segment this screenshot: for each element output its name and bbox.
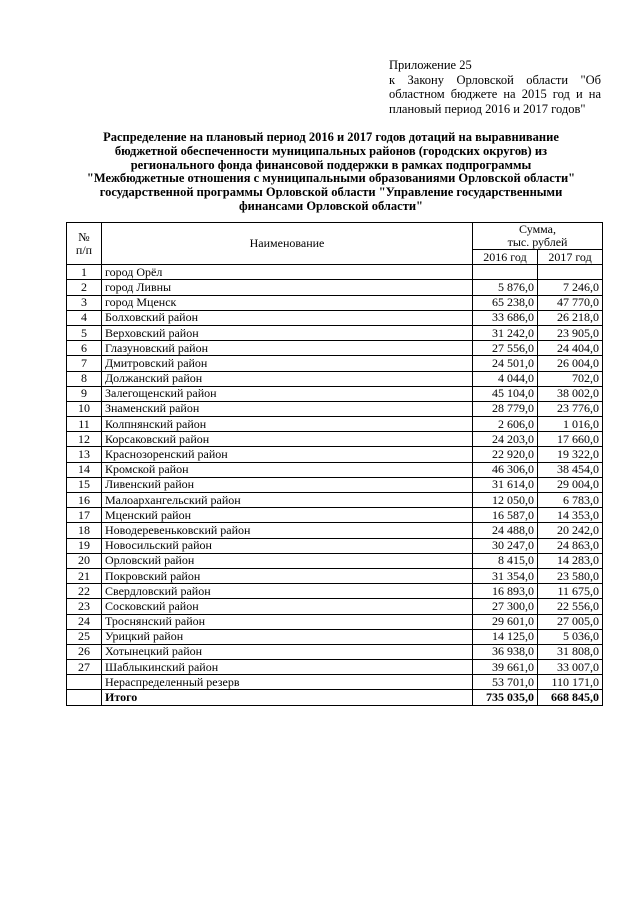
row-number-cell: 5 [67,325,102,340]
row-name-cell: Нераспределенный резерв [102,675,473,690]
title-line: финансами Орловской области" [239,198,423,213]
row-2017-cell: 26 004,0 [538,356,603,371]
table-row [67,295,603,310]
row-number-cell: 7 [67,356,102,371]
row-2017-cell: 19 322,0 [538,447,603,462]
table-row [67,629,603,644]
row-2016-cell: 45 104,0 [473,386,538,401]
row-name-cell: Итого [102,690,473,705]
row-2016-cell: 2 606,0 [473,417,538,432]
row-2017-cell: 110 171,0 [538,675,603,690]
row-2017-cell: 14 283,0 [538,553,603,568]
table-row [67,417,603,432]
row-number-cell [67,675,102,690]
row-2017-cell: 1 016,0 [538,417,603,432]
row-2016-cell: 27 556,0 [473,341,538,356]
row-number-cell: 18 [67,523,102,538]
row-2017-cell: 33 007,0 [538,660,603,675]
table-row [67,401,603,416]
row-2016-cell: 14 125,0 [473,629,538,644]
row-2016-cell: 31 242,0 [473,325,538,340]
row-2017-cell [538,265,603,280]
table-row [67,675,603,690]
row-number-cell: 26 [67,644,102,659]
row-2016-cell: 28 779,0 [473,401,538,416]
row-number-cell: 17 [67,508,102,523]
row-2016-cell: 33 686,0 [473,310,538,325]
document-title [80,131,582,214]
row-number-cell: 23 [67,599,102,614]
table-row [67,265,603,280]
row-2016-cell: 27 300,0 [473,599,538,614]
table-row [67,644,603,659]
row-2016-cell: 31 354,0 [473,568,538,583]
header-number: № п/п [67,223,102,265]
row-2017-cell: 38 454,0 [538,462,603,477]
row-2016-cell: 24 501,0 [473,356,538,371]
header-sum: Сумма, тыс. рублей [473,223,603,250]
row-name-cell: город Орёл [102,265,473,280]
table-row [67,493,603,508]
table-row [67,690,603,705]
row-number-cell: 6 [67,341,102,356]
row-name-cell: Орловский район [102,553,473,568]
row-number-cell: 25 [67,629,102,644]
row-2017-cell: 6 783,0 [538,493,603,508]
row-2016-cell: 4 044,0 [473,371,538,386]
appendix-note [389,58,601,116]
row-2017-cell: 38 002,0 [538,386,603,401]
row-2016-cell: 39 661,0 [473,660,538,675]
row-name-cell: Залегощенский район [102,386,473,401]
row-name-cell: город Ливны [102,280,473,295]
row-2017-cell: 14 353,0 [538,508,603,523]
row-2016-cell: 53 701,0 [473,675,538,690]
distribution-table [66,222,603,706]
row-name-cell: Мценский район [102,508,473,523]
table-row [67,584,603,599]
row-2017-cell: 23 905,0 [538,325,603,340]
row-name-cell: город Мценск [102,295,473,310]
row-number-cell: 8 [67,371,102,386]
table-row [67,432,603,447]
title-line: бюджетной обеспеченности муниципальных районов (городских округов) из [114,143,548,158]
header-year-2017: 2017 год [538,250,603,265]
table-row [67,599,603,614]
row-number-cell: 13 [67,447,102,462]
appendix-law-line: плановый период 2016 и 2017 годов" [389,101,586,116]
row-name-cell: Колпнянский район [102,417,473,432]
table-row [67,356,603,371]
row-2016-cell: 8 415,0 [473,553,538,568]
row-number-cell: 22 [67,584,102,599]
row-name-cell: Верховский район [102,325,473,340]
row-number-cell: 11 [67,417,102,432]
row-2016-cell: 36 938,0 [473,644,538,659]
title-line: Распределение на плановый период 2016 и 2017 годов дотаций на выравнивание [103,130,559,144]
row-2017-cell: 7 246,0 [538,280,603,295]
row-number-cell [67,690,102,705]
row-number-cell: 27 [67,660,102,675]
row-2017-cell: 27 005,0 [538,614,603,629]
table-row [67,568,603,583]
table-row [67,538,603,553]
row-name-cell: Ливенский район [102,477,473,492]
row-name-cell: Знаменский район [102,401,473,416]
row-name-cell: Корсаковский район [102,432,473,447]
row-2017-cell: 47 770,0 [538,295,603,310]
row-name-cell: Свердловский район [102,584,473,599]
row-2016-cell: 46 306,0 [473,462,538,477]
row-number-cell: 1 [67,265,102,280]
table-row [67,660,603,675]
row-2017-cell: 702,0 [538,371,603,386]
row-2016-cell: 12 050,0 [473,493,538,508]
row-number-cell: 4 [67,310,102,325]
row-2017-cell: 5 036,0 [538,629,603,644]
row-number-cell: 2 [67,280,102,295]
row-2017-cell: 20 242,0 [538,523,603,538]
row-number-cell: 20 [67,553,102,568]
header-name: Наименование [102,223,473,265]
table-row [67,325,603,340]
table-row [67,508,603,523]
row-2017-cell: 22 556,0 [538,599,603,614]
table-body [67,265,603,705]
row-2017-cell: 31 808,0 [538,644,603,659]
row-number-cell: 21 [67,568,102,583]
row-name-cell: Должанский район [102,371,473,386]
row-number-cell: 12 [67,432,102,447]
row-name-cell: Урицкий район [102,629,473,644]
row-2017-cell: 29 004,0 [538,477,603,492]
table-row [67,280,603,295]
row-2017-cell: 17 660,0 [538,432,603,447]
appendix-law-line: к Закону Орловской области "Об [389,72,601,87]
row-name-cell: Покровский район [102,568,473,583]
row-number-cell: 19 [67,538,102,553]
row-2017-cell: 24 863,0 [538,538,603,553]
title-line: государственной программы Орловской области "Управление государственными [99,185,563,200]
title-line: регионального фонда финансовой поддержки в рамках подпрограммы [130,157,532,172]
table-row [67,553,603,568]
row-2016-cell: 65 238,0 [473,295,538,310]
row-name-cell: Краснозоренский район [102,447,473,462]
table-row [67,462,603,477]
row-number-cell: 14 [67,462,102,477]
row-2016-cell: 16 587,0 [473,508,538,523]
table-row [67,477,603,492]
row-number-cell: 15 [67,477,102,492]
row-name-cell: Троснянский район [102,614,473,629]
row-name-cell: Болховский район [102,310,473,325]
row-2016-cell: 29 601,0 [473,614,538,629]
row-2016-cell: 22 920,0 [473,447,538,462]
row-2016-cell: 735 035,0 [473,690,538,705]
row-number-cell: 24 [67,614,102,629]
row-2017-cell: 668 845,0 [538,690,603,705]
table-row [67,341,603,356]
row-name-cell: Хотынецкий район [102,644,473,659]
row-2017-cell: 24 404,0 [538,341,603,356]
appendix-number: Приложение 25 [389,58,472,72]
row-number-cell: 16 [67,493,102,508]
row-name-cell: Шаблыкинский район [102,660,473,675]
row-2017-cell: 23 776,0 [538,401,603,416]
row-2017-cell: 23 580,0 [538,568,603,583]
row-2016-cell: 16 893,0 [473,584,538,599]
table-row [67,386,603,401]
row-2016-cell: 5 876,0 [473,280,538,295]
row-2016-cell: 31 614,0 [473,477,538,492]
row-2017-cell: 11 675,0 [538,584,603,599]
appendix-law-line: областном бюджете на 2015 год и на [389,87,601,101]
table-row [67,523,603,538]
row-number-cell: 3 [67,295,102,310]
table-row [67,371,603,386]
row-number-cell: 9 [67,386,102,401]
row-name-cell: Новодеревеньковский район [102,523,473,538]
row-2017-cell: 26 218,0 [538,310,603,325]
row-2016-cell [473,265,538,280]
row-2016-cell: 24 203,0 [473,432,538,447]
row-number-cell: 10 [67,401,102,416]
row-2016-cell: 24 488,0 [473,523,538,538]
row-name-cell: Дмитровский район [102,356,473,371]
table-row [67,447,603,462]
row-name-cell: Малоархангельский район [102,493,473,508]
row-name-cell: Глазуновский район [102,341,473,356]
row-2016-cell: 30 247,0 [473,538,538,553]
table-row [67,614,603,629]
row-name-cell: Сосковский район [102,599,473,614]
header-year-2016: 2016 год [473,250,538,265]
row-name-cell: Новосильский район [102,538,473,553]
title-line: "Межбюджетные отношения с муниципальными образованиями Орловской области" [86,171,576,186]
table-row [67,310,603,325]
row-name-cell: Кромской район [102,462,473,477]
